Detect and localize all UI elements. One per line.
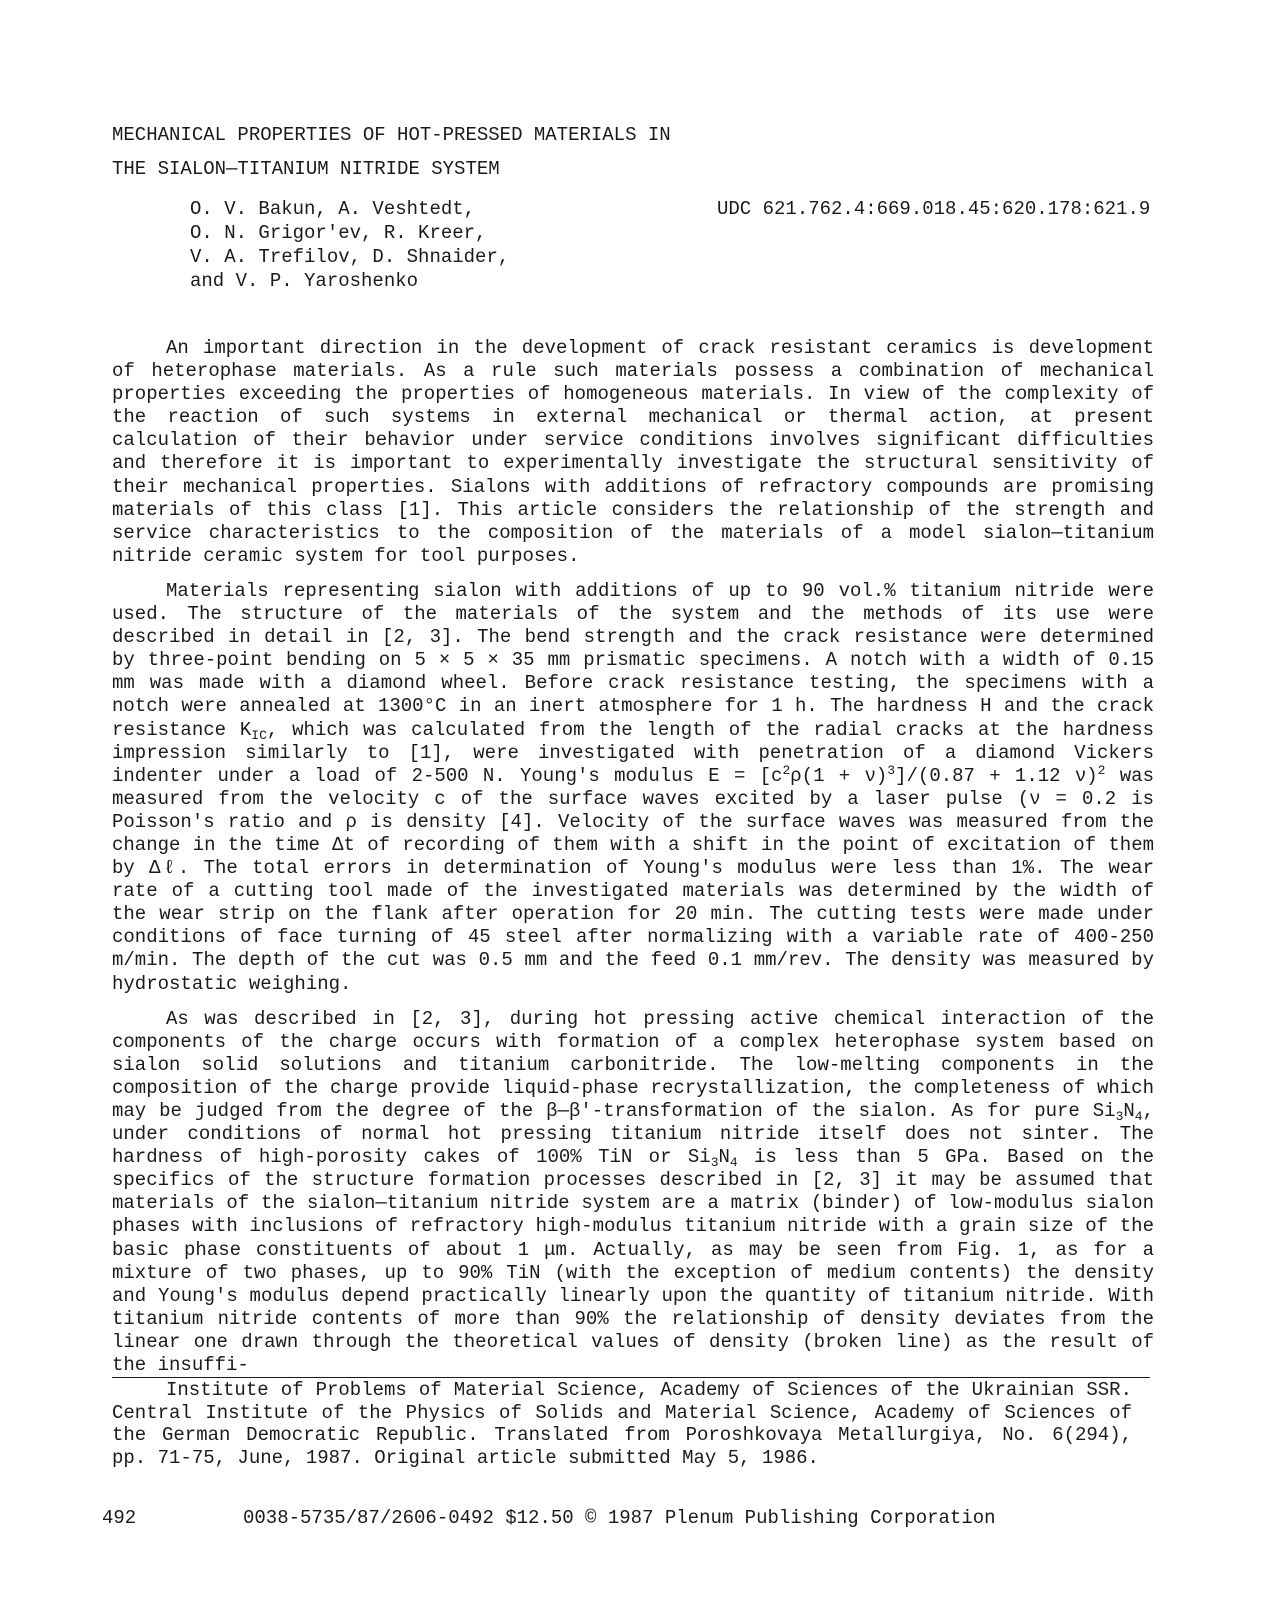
author-list	[190, 197, 509, 293]
paragraph-methods: Materials representing sialon with additions of up to 90 vol.% titanium nitride were used. The structure of the materials of the system and the methods of its use were described in detail in [2, 3]. The bend strength and the crack resistance were determined by three-point bending on 5 × 5 × 35 mm prismatic specimens. A notch with a width of 0.15 mm was made with a diamond wheel. Before crack resistance testing, the specimens with a notch were annealed at 1300°C in an inert atmosphere for 1 h. The hardness H and the crack resistance $K_{IC}$, which was calculated from the length of the radial cracks at the hardness impression similarly to [1], were investigated with penetration of a diamond Vickers indenter under a load of 2-500 N. Young's modulus $E = [c^2\rho(1 + \nu)^3]/(0.87 + 1.12$ ν)$^2$ was measured from the velocity c of the surface waves excited by a laser pulse (ν = 0.2 is Poisson's ratio and ρ is density [4]. Velocity of the surface waves was measured from the change in the time Δt of recording of them with a shift in the point of excitation of them by Δℓ. The total errors in determination of Young's modulus were less than 1%. The wear rate of a cutting tool made of the investigated materials was determined by the width of the wear strip on the flank after operation for 20 min. The cutting tests were made under conditions of face turning of 45 steel after normalizing with a variable rate of 400-250 m/min. The depth of the cut was 0.5 mm and the feed 0.1 mm/rev. The density was measured by hydrostatic weighing.	[112, 579, 1154, 995]
footnote-text: Institute of Problems of Material Science, Academy of Sciences of the Ukrainian SSR. Central Institute of the Physics of Solids and Material Science, Academy of Sciences of the German Democratic Republic. Translated from Poroshkovaya Metallurgiya, No. 6(294), pp. 71-75, June, 1987. Original article submitted May 5, 1986.	[112, 1379, 1132, 1469]
author-line: O. N. Grigor'ev, R. Kreer,	[190, 222, 487, 244]
paragraph-intro: An important direction in the development of crack resistant ceramics is development of heterophase materials. As a rule such materials possess a combination of mechanical properties exceeding the properties of homogeneous materials. In view of the complexity of the reaction of such systems in external mechanical or thermal action, at present calculation of their behavior under service conditions involves significant difficulties and therefore it is important to experimentally investigate the structural sensitivity of their mechanical properties. Sialons with additions of refractory compounds are promising materials of this class [1]. This article considers the relationship of the strength and service characteristics to the composition of the materials of a model sialon—titanium nitride ceramic system for tool purposes.	[112, 337, 1154, 567]
author-line: V. A. Trefilov, D. Shnaider,	[190, 246, 510, 268]
author-line: O. V. Bakun, A. Veshtedt,	[190, 198, 476, 220]
author-line: and V. P. Yaroshenko	[190, 270, 419, 292]
page-number: 492	[102, 1507, 137, 1529]
article-body	[112, 337, 1154, 1389]
footnote	[112, 1379, 1132, 1469]
udc-code: UDC 621.762.4:669.018.45:620.178:621.9	[717, 198, 1151, 220]
publication-code: 0038-5735/87/2606-0492 $12.50 © 1987 Plenum Publishing Corporation	[243, 1507, 996, 1529]
title-line-1: MECHANICAL PROPERTIES OF HOT-PRESSED MATERIALS IN	[112, 124, 671, 146]
footnote-divider	[112, 1377, 1150, 1378]
article-title	[112, 118, 671, 186]
paragraph-results: As was described in [2, 3], during hot pressing active chemical interaction of the components of the charge occurs with formation of a complex heterophase system based on sialon solid solutions and titanium carbonitride. The low-melting components in the composition of the charge provide liquid-phase recrystallization, the completeness of which may be judged from the degree of the β—β'-transformation of the sialon. As for pure $Si_3N_4$, under conditions of normal hot pressing titanium nitride itself does not sinter. The hardness of high-porosity cakes of 100% TiN or $Si_3N_4$ is less than 5 GPa. Based on the specifics of the structure formation processes described in [2, 3] it may be assumed that materials of the sialon—titanium nitride system are a matrix (binder) of low-modulus sialon phases with inclusions of refractory high-modulus titanium nitride with a grain size of the basic phase constituents of about 1 μm. Actually, as may be seen from Fig. 1, as for a mixture of two phases, up to 90% TiN (with the exception of medium contents) the density and Young's modulus depend practically linearly upon the quantity of titanium nitride. With titanium nitride contents of more than 90% the relationship of density deviates from the linear one drawn through the theoretical values of density (broken line) as the result of the insuffi-	[112, 1007, 1154, 1377]
title-line-2: THE SIALON—TITANIUM NITRIDE SYSTEM	[112, 158, 500, 180]
